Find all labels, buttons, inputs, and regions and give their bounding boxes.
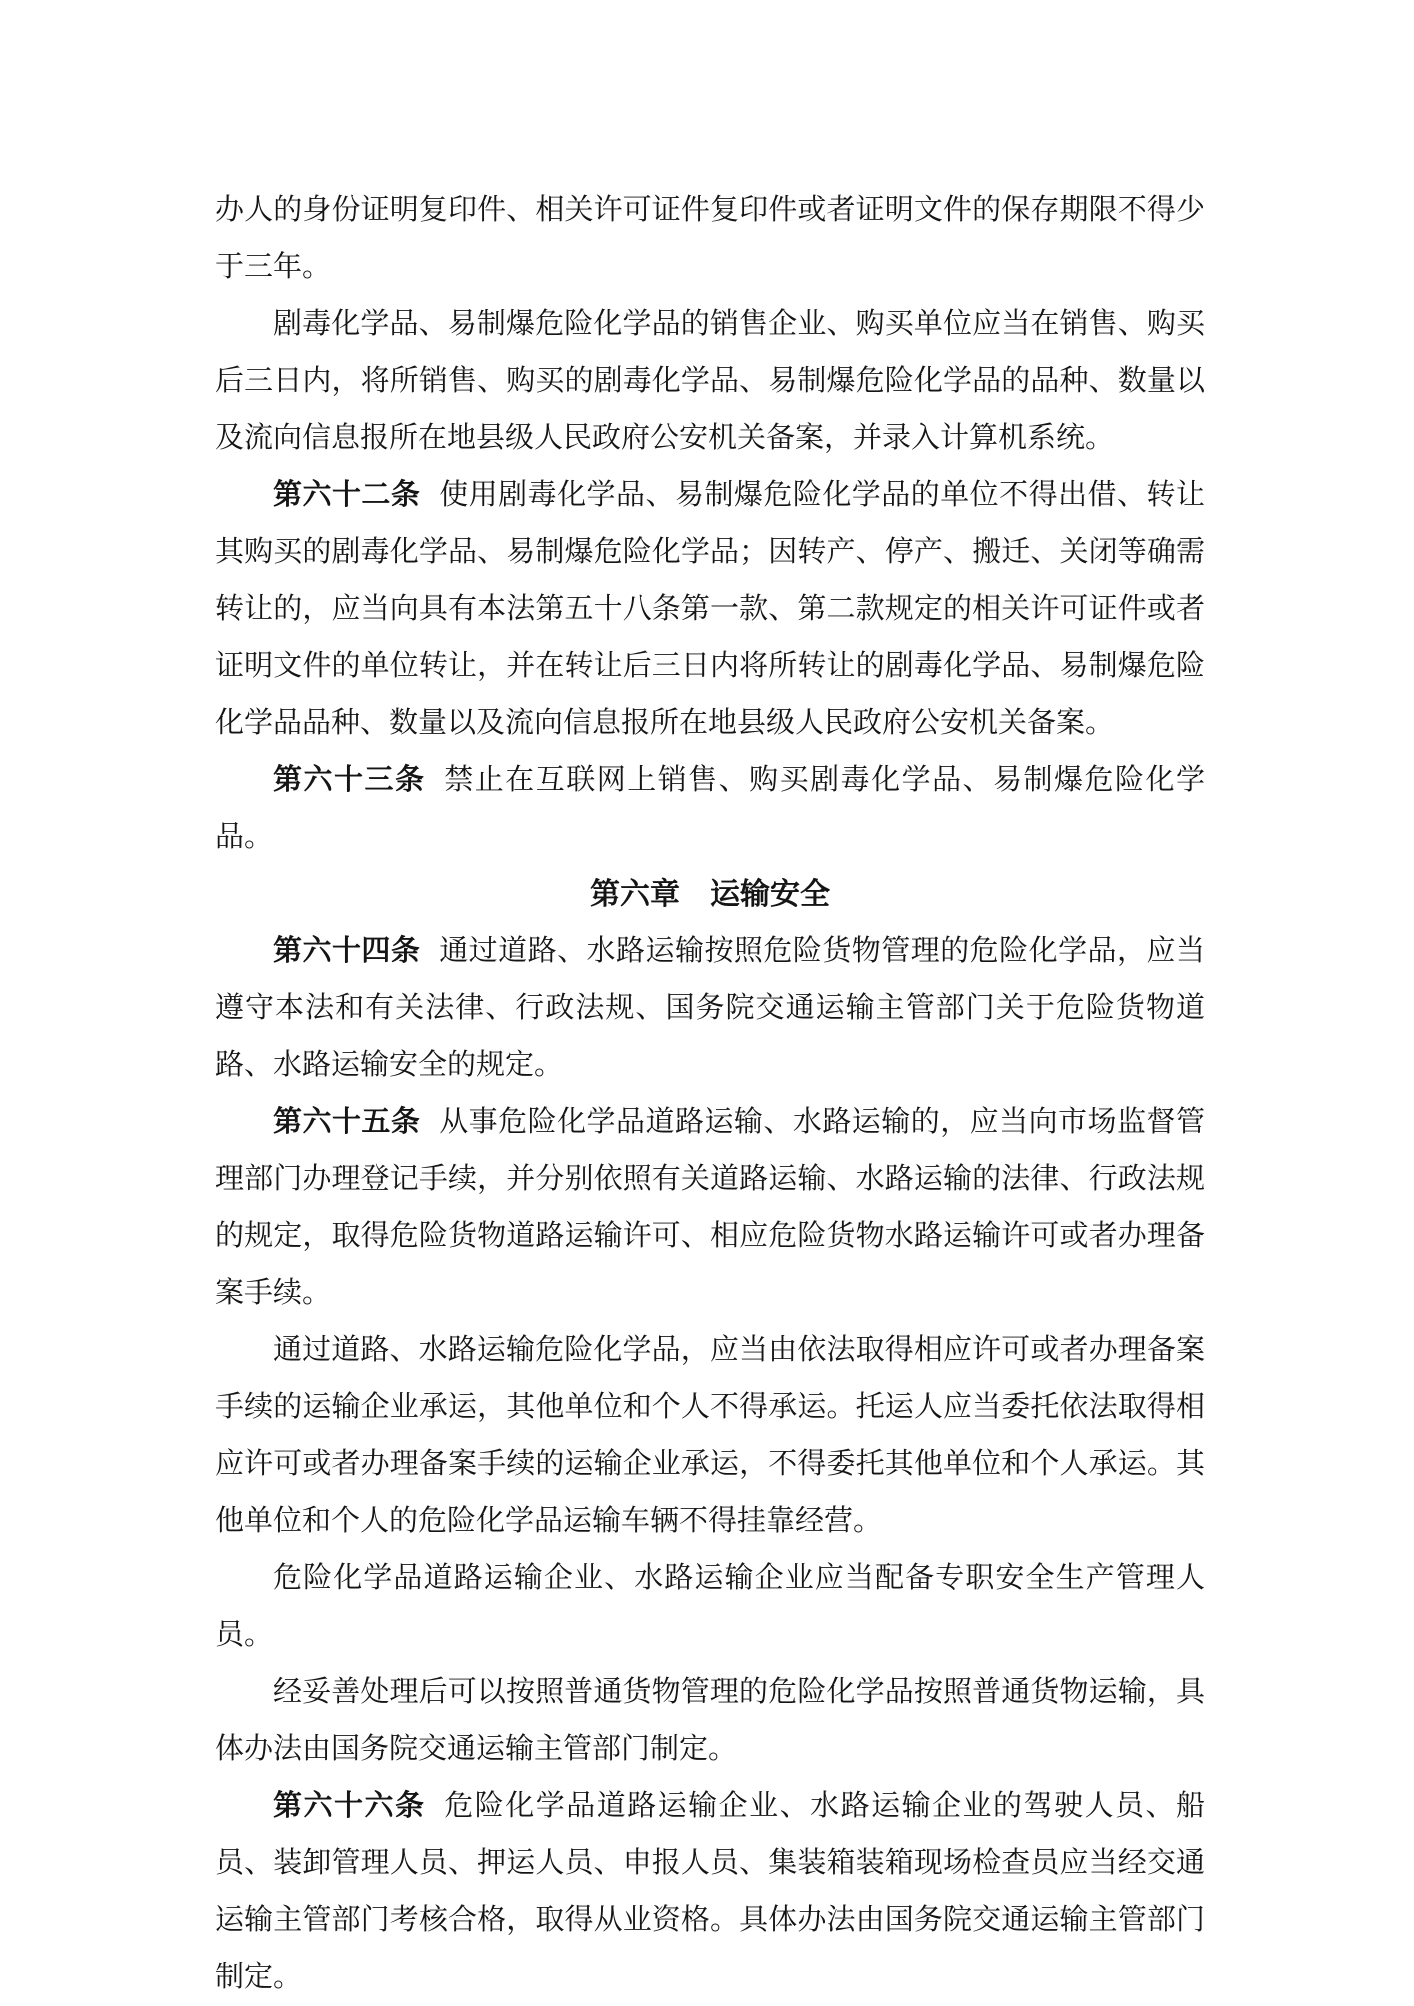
- legal-paragraph: [215, 1664, 1205, 1778]
- chapter-number: 第六章: [590, 878, 680, 911]
- paragraph-text: 通过道路、水路运输危险化学品，应当由依法取得相应许可或者办理备案手续的运输企业承运，其他单位和个人不得承运。托运人应当委托依法取得相应许可或者办理备案手续的运输企业承运，不得委托其他单位和个人承运。其他单位和个人的危险化学品运输车辆不得挂靠经营。: [215, 1334, 1205, 1537]
- paragraph-text: 办人的身份证明复印件、相关许可证件复印件或者证明文件的保存期限不得少于三年。: [215, 194, 1205, 283]
- paragraph-text: 剧毒化学品、易制爆危险化学品的销售企业、购买单位应当在销售、购买后三日内，将所销售、购买的剧毒化学品、易制爆危险化学品的品种、数量以及流向信息报所在地县级人民政府公安机关备案，并录入计算机系统。: [215, 308, 1205, 454]
- article-text: 从事危险化学品道路运输、水路运输的，应当向市场监督管理部门办理登记手续，并分别依照有关道路运输、水路运输的法律、行政法规的规定，取得危险货物道路运输许可、相应危险货物水路运输许可或者办理备案手续。: [215, 1106, 1205, 1309]
- article-number-label: 第六十六条: [273, 1790, 426, 1822]
- article-number-label: 第六十五条: [273, 1106, 421, 1138]
- legal-paragraph: [215, 1322, 1205, 1550]
- document-text-block: [215, 182, 1205, 2006]
- article-number-label: 第六十四条: [273, 935, 421, 967]
- article-paragraph: [215, 467, 1205, 752]
- legal-paragraph: [215, 296, 1205, 467]
- chapter-heading: [215, 866, 1205, 923]
- article-text: 使用剧毒化学品、易制爆危险化学品的单位不得出借、转让其购买的剧毒化学品、易制爆危险化学品；因转产、停产、搬迁、关闭等确需转让的，应当向具有本法第五十八条第一款、第二款规定的相关许可证件或者证明文件的单位转让，并在转让后三日内将所转让的剧毒化学品、易制爆危险化学品品种、数量以及流向信息报所在地县级人民政府公安机关备案。: [215, 479, 1205, 739]
- legal-paragraph: [215, 182, 1205, 296]
- article-number-label: 第六十三条: [273, 764, 426, 796]
- paragraph-text: 危险化学品道路运输企业、水路运输企业应当配备专职安全生产管理人员。: [215, 1562, 1205, 1651]
- article-text: 禁止在互联网上销售、购买剧毒化学品、易制爆危险化学品。: [215, 764, 1205, 853]
- article-paragraph: [215, 1094, 1205, 1322]
- paragraph-text: 经妥善处理后可以按照普通货物管理的危险化学品按照普通货物运输，具体办法由国务院交通运输主管部门制定。: [215, 1676, 1205, 1765]
- chapter-title: 运输安全: [710, 878, 830, 911]
- legal-paragraph: [215, 1550, 1205, 1664]
- article-paragraph: [215, 923, 1205, 1094]
- article-paragraph: [215, 752, 1205, 866]
- article-text: 危险化学品道路运输企业、水路运输企业的驾驶人员、船员、装卸管理人员、押运人员、申报人员、集装箱装箱现场检查员应当经交通运输主管部门考核合格，取得从业资格。具体办法由国务院交通运输主管部门制定。: [215, 1790, 1205, 1993]
- article-number-label: 第六十二条: [273, 479, 421, 511]
- article-text: 通过道路、水路运输按照危险货物管理的危险化学品，应当遵守本法和有关法律、行政法规、国务院交通运输主管部门关于危险货物道路、水路运输安全的规定。: [215, 935, 1205, 1081]
- article-paragraph: [215, 1778, 1205, 2006]
